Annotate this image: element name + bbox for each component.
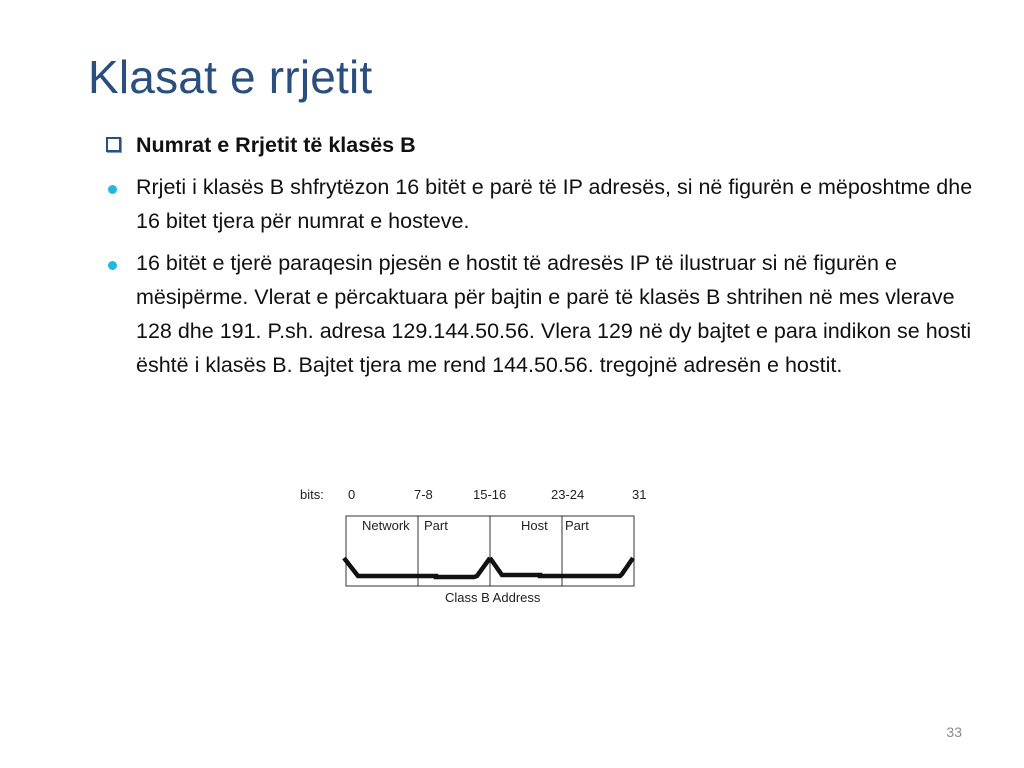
host-label: Host (521, 518, 548, 533)
bullet-item (104, 170, 984, 238)
bullet-item (104, 246, 984, 382)
bullet-text: Rrjeti i klasës B shfrytëzon 16 bitët e parë të IP adresës, si në figurën e mëposhtme dhe 16 bitet tjera për numrat e hosteve. (136, 175, 973, 233)
network-brace (344, 558, 490, 577)
dot-bullet-icon (106, 246, 117, 280)
slide-title: Klasat e rrjetit (88, 51, 373, 103)
network-label: Network (362, 518, 410, 533)
network-part-label: Part (424, 518, 448, 533)
host-part-label: Part (565, 518, 589, 533)
bullet-text: 16 bitët e tjerë paraqesin pjesën e hostit të adresës IP të ilustruar si në figurën e mësipërme. Vlerat e përcaktuara për bajtin e parë të klasës B shtrihen në mes vlerave 128 dhe 191. P.sh. adresa 129.144.50.56. Vlera 129 në dy bajtet e para indikon se hosti është i klasës B. Bajtet tjera me rend 144.50.56. tregojnë adresën e hostit. (136, 251, 972, 377)
page-number: 33 (946, 724, 962, 740)
bit-marker: 0 (348, 487, 356, 502)
bit-marker: 31 (632, 487, 647, 502)
figure-caption: Class B Address (445, 590, 541, 605)
bullet-text: Numrat e Rrjetit të klasës B (136, 133, 416, 157)
bit-marker: 23-24 (551, 487, 585, 502)
bullet-item-heading (104, 128, 984, 162)
bullet-list (104, 128, 984, 390)
bit-marker: 7-8 (414, 487, 433, 502)
bits-label: bits: (300, 487, 324, 502)
class-b-address-diagram (290, 480, 670, 610)
bit-marker: 15-16 (473, 487, 507, 502)
dot-bullet-icon (106, 170, 117, 204)
square-bullet-icon (106, 128, 121, 162)
